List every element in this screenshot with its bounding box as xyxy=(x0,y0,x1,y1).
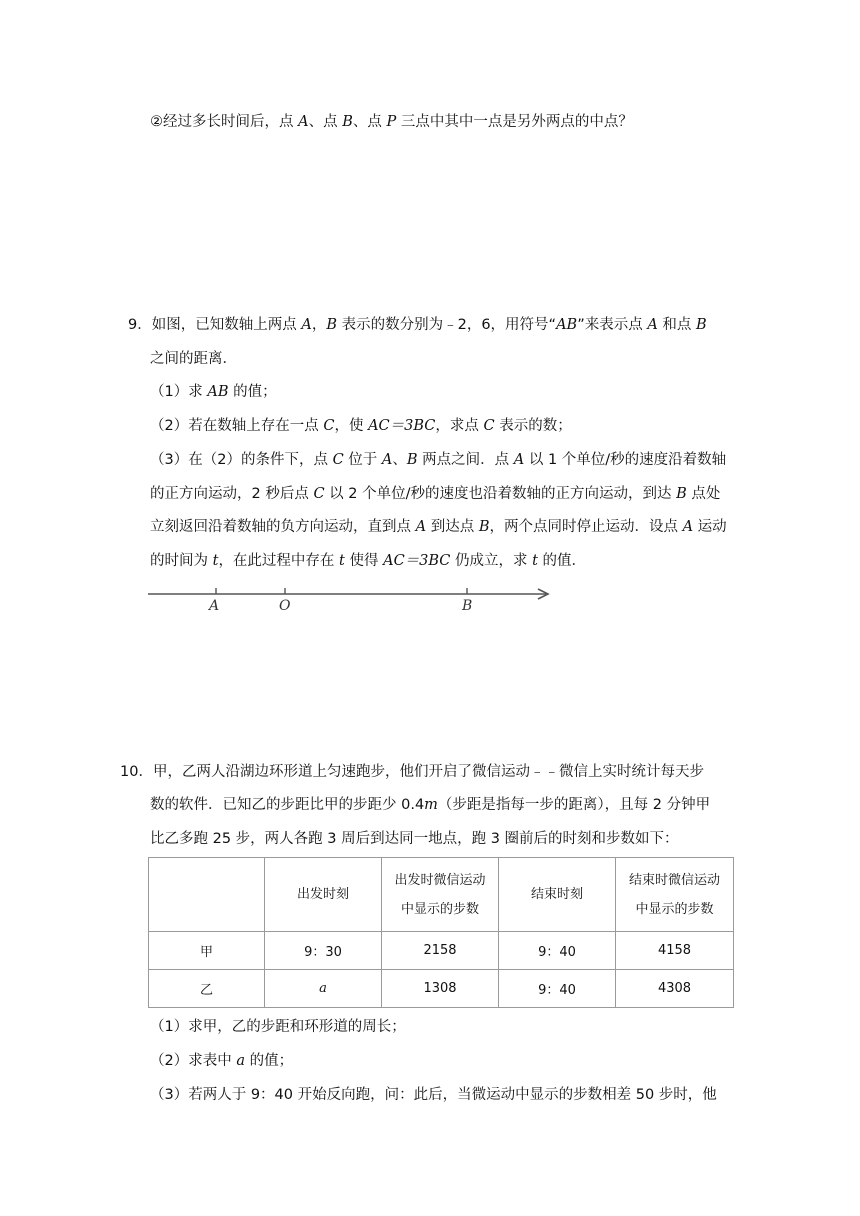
table-cell: 9：40 xyxy=(499,932,616,970)
question-number: 9． xyxy=(128,317,152,333)
header-cell: 出发时刻 xyxy=(265,858,382,932)
table-cell: 9：30 xyxy=(265,932,382,970)
q9-part3: （3）在（2）的条件下，点 C 位于 A、B 两点之间．点 A 以 1 个单位/秒的速度沿着数轴 xyxy=(150,452,727,468)
q9-line2: 之间的距离． xyxy=(150,351,237,367)
q9-line5: 立刻返回沿着数轴的负方向运动，直到点 A 到达点 B，两个点同时停止运动．设点 A 运动 xyxy=(150,519,727,535)
q10-part2: （2）求表中 a 的值； xyxy=(150,1053,294,1069)
table-cell: 9：40 xyxy=(499,970,616,1008)
q9-line4: 的正方向运动，2 秒后点 C 以 2 个单位/秒的速度也沿着数轴的正方向运动，到达 B 点处 xyxy=(150,486,721,502)
q10-line1: 10．甲，乙两人沿湖边环形道上匀速跑步，他们开启了微信运动﹣﹣微信上实时统计每天步 xyxy=(120,764,704,780)
q10-part3: （3）若两人于 9：40 开始反向跑，问：此后，当微运动中显示的步数相差 50 步时，他 xyxy=(150,1087,717,1103)
label-a: A xyxy=(209,598,220,614)
table-row xyxy=(149,970,734,1008)
table-cell: 4158 xyxy=(616,932,734,970)
circled-number: ② xyxy=(150,114,163,130)
point-a: A xyxy=(298,114,309,130)
header-cell: 出发时微信运动 中显示的步数 xyxy=(382,858,499,932)
q10-line2: 数的软件．已知乙的步距比甲的步距少 0.4m（步距是指每一步的距离），且每 2 分钟甲 xyxy=(150,797,711,813)
question-number: 10． xyxy=(120,764,153,780)
number-line-diagram xyxy=(146,582,556,614)
table-cell: 甲 xyxy=(149,932,265,970)
table-cell: 1308 xyxy=(382,970,499,1008)
point-p: P xyxy=(386,114,397,130)
header-cell xyxy=(149,858,265,932)
table-cell: a xyxy=(265,970,382,1008)
table-cell: 2158 xyxy=(382,932,499,970)
header-cell: 结束时刻 xyxy=(499,858,616,932)
label-b: B xyxy=(462,598,473,614)
point-b: B xyxy=(342,114,353,130)
q10-part1: （1）求甲，乙的步距和环形道的周长； xyxy=(150,1019,406,1035)
header-cell: 结束时微信运动 中显示的步数 xyxy=(616,858,734,932)
steps-table xyxy=(148,857,734,1008)
table-cell: 乙 xyxy=(149,970,265,1008)
q10-line3: 比乙多跑 25 步，两人各跑 3 周后到达同一地点，跑 3 圈前后的时刻和步数如下： xyxy=(150,831,679,847)
q9-part2: （2）若在数轴上存在一点 C，使 AC＝3BC，求点 C 表示的数； xyxy=(150,418,572,434)
q9-line6: 的时间为 t，在此过程中存在 t 使得 AC＝3BC 仍成立，求 t 的值． xyxy=(150,553,587,569)
table-cell: 4308 xyxy=(616,970,734,1008)
q8-part2: ②经过多长时间后，点 A、点 B、点 P 三点中其中一点是另外两点的中点？ xyxy=(150,114,633,130)
table-header-row xyxy=(149,858,734,932)
table-row xyxy=(149,932,734,970)
label-o: O xyxy=(279,598,291,614)
q9-part1: （1）求 AB 的值； xyxy=(150,384,277,400)
q9-line1: 9．如图，已知数轴上两点 A，B 表示的数分别为﹣2，6，用符号“AB”来表示点 A 和点 B xyxy=(128,317,707,333)
